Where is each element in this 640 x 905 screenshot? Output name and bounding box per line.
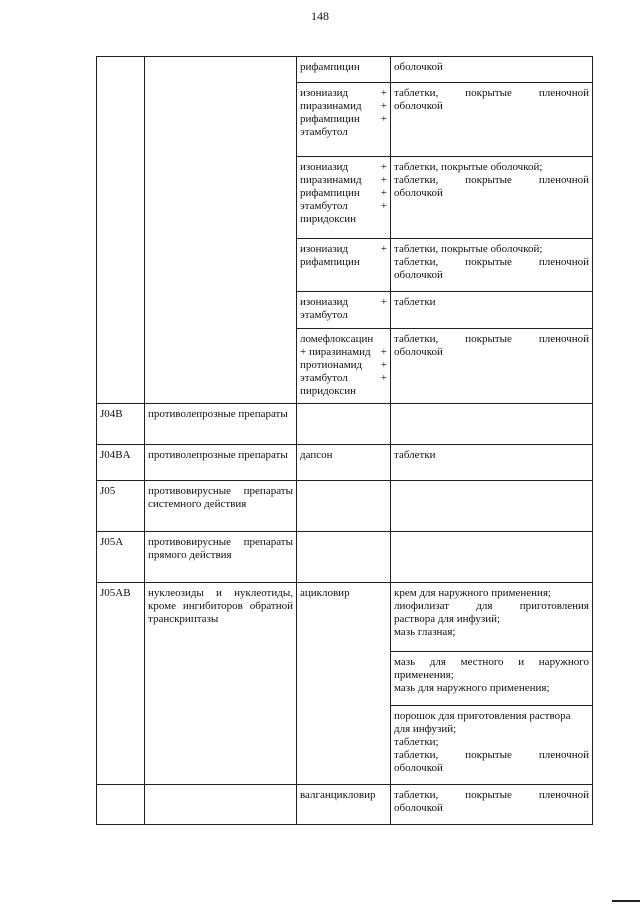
inn-cell: ацикловир: [297, 583, 391, 785]
inn-cell: [297, 404, 391, 445]
table-row: [97, 583, 593, 652]
inn-cell: рифампицин: [297, 57, 391, 83]
inn-cell: изониазид + этамбутол: [297, 292, 391, 329]
dosage-form-cell: таблетки, покрытые оболочкой; таблетки, покрытые пленочной оболочкой: [391, 157, 593, 239]
inn-cell: ломефлоксацин + пиразинамид + протионамид + этамбутол + пиридоксин: [297, 329, 391, 404]
table-row: [97, 404, 593, 445]
dosage-form-cell: таблетки, покрытые пленочной оболочкой: [391, 329, 593, 404]
dosage-form-cell: мазь для местного и наружного применения; мазь для наружного применения;: [391, 652, 593, 706]
table-row: [97, 785, 593, 825]
table-row: [97, 532, 593, 583]
atc-code-cell: J04B: [97, 404, 145, 445]
atc-code-cell: J05: [97, 481, 145, 532]
page-number: 148: [311, 9, 329, 23]
drug-table: [96, 56, 593, 825]
inn-cell: дапсон: [297, 445, 391, 481]
inn-cell: изониазид + пиразинамид + рифампицин + этамбутол + пиридоксин: [297, 157, 391, 239]
dosage-form-cell: [391, 532, 593, 583]
dosage-form-cell: таблетки, покрытые пленочной оболочкой: [391, 83, 593, 157]
group-name-cell: противовирусные препараты прямого действия: [145, 532, 297, 583]
atc-code-cell: J05AB: [97, 583, 145, 785]
group-name-cell: [145, 785, 297, 825]
dosage-form-cell: таблетки: [391, 445, 593, 481]
group-name-cell: противовирусные препараты системного действия: [145, 481, 297, 532]
dosage-form-cell: таблетки, покрытые пленочной оболочкой: [391, 785, 593, 825]
atc-code-cell: J04BA: [97, 445, 145, 481]
atc-code-cell: J05A: [97, 532, 145, 583]
atc-code-cell: [97, 785, 145, 825]
inn-cell: [297, 481, 391, 532]
group-name-cell: противолепрозные препараты: [145, 404, 297, 445]
inn-cell: изониазид + пиразинамид + рифампицин + этамбутол: [297, 83, 391, 157]
dosage-form-cell: [391, 404, 593, 445]
dosage-form-cell: таблетки, покрытые оболочкой; таблетки, покрытые пленочной оболочкой: [391, 239, 593, 292]
inn-cell: изониазид + рифампицин: [297, 239, 391, 292]
group-name-cell: нуклеозиды и нуклеотиды, кроме ингибиторов обратной транскриптазы: [145, 583, 297, 785]
table-row: [97, 481, 593, 532]
inn-cell: валганцикловир: [297, 785, 391, 825]
group-name-cell: противолепрозные препараты: [145, 445, 297, 481]
inn-cell: [297, 532, 391, 583]
dosage-form-cell: [391, 481, 593, 532]
table-row: [97, 57, 593, 83]
dosage-form-cell: порошок для приготовления раствора для инфузий; таблетки; таблетки, покрытые пленочной оболочкой: [391, 706, 593, 785]
dosage-form-cell: крем для наружного применения; лиофилизат для приготовления раствора для инфузий; мазь глазная;: [391, 583, 593, 652]
scan-edge-mark: [612, 900, 640, 902]
group-name-cell: [145, 57, 297, 404]
dosage-form-cell: таблетки: [391, 292, 593, 329]
table-row: [97, 445, 593, 481]
dosage-form-cell: оболочкой: [391, 57, 593, 83]
atc-code-cell: [97, 57, 145, 404]
